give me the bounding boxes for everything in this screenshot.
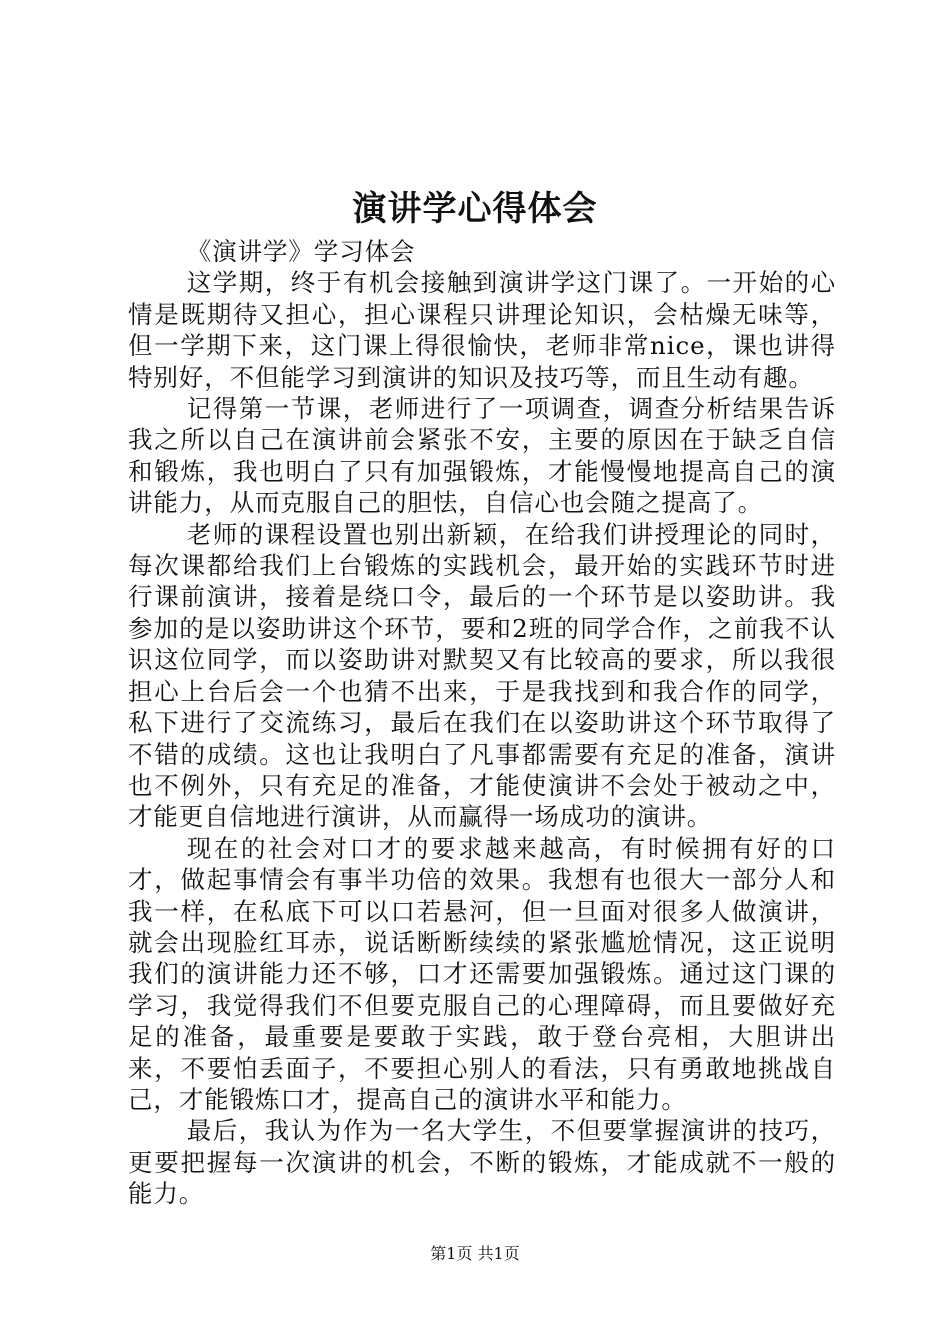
page-number-footer: 第1页 共1页 [430,1244,520,1263]
paragraph-3: 老师的课程设置也别出新颖，在给我们讲授理论的同时，每次课都给我们上台锻炼的实践机会，最开始的实践环节时进行课前演讲，接着是绕口令，最后的一个环节是以姿助讲。我参加的是以姿助讲这个环节，要和2班的同学合作，之前我不认识这位同学，而以姿助讲对默契又有比较高的要求，所以我很担心上台后会一个也猜不出来，于是我找到和我合作的同学，私下进行了交流练习，最后在我们在以姿助讲这个环节取得了不错的成绩。这也让我明白了凡事都需要有充足的准备，演讲也不例外，只有充足的准备，才能使演讲不会处于被动之中，才能更自信地进行演讲，从而赢得一场成功的演讲。 [128,519,836,832]
paragraph-5: 最后，我认为作为一名大学生，不但要掌握演讲的技巧，更要把握每一次演讲的机会，不断的锻炼，才能成就不一般的能力。 [128,1116,836,1209]
document-title: 演讲学心得体会 [352,189,598,229]
document-body [128,236,836,1210]
document-subtitle: 《演讲学》学习体会 [186,237,416,266]
paragraph-4: 现在的社会对口才的要求越来越高，有时候拥有好的口才，做起事情会有事半功倍的效果。我想有也很大一部分人和我一样，在私底下可以口若悬河，但一旦面对很多人做演讲，就会出现脸红耳赤，说话断断续续的紧张尴尬情况，这正说明我们的演讲能力还不够，口才还需要加强锻炼。通过这门课的学习，我觉得我们不但要克服自己的心理障碍，而且要做好充足的准备，最重要是要敢于实践，敢于登台亮相，大胆讲出来，不要怕丢面子，不要担心别人的看法，只有勇敢地挑战自己，才能锻炼口才，提高自己的演讲水平和能力。 [128,833,836,1114]
paragraph-2: 记得第一节课，老师进行了一项调查，调查分析结果告诉我之所以自己在演讲前会紧张不安，主要的原因在于缺乏自信和锻炼，我也明白了只有加强锻炼，才能慢慢地提高自己的演讲能力，从而克服自己的胆怯，自信心也会随之提高了。 [128,394,836,518]
paragraph-1: 这学期，终于有机会接触到演讲学这门课了。一开始的心情是既期待又担心，担心课程只讲理论知识，会枯燥无味等，但一学期下来，这门课上得很愉快，老师非常nice，课也讲得特别好，不但能学习到演讲的知识及技巧等，而且生动有趣。 [128,268,836,392]
